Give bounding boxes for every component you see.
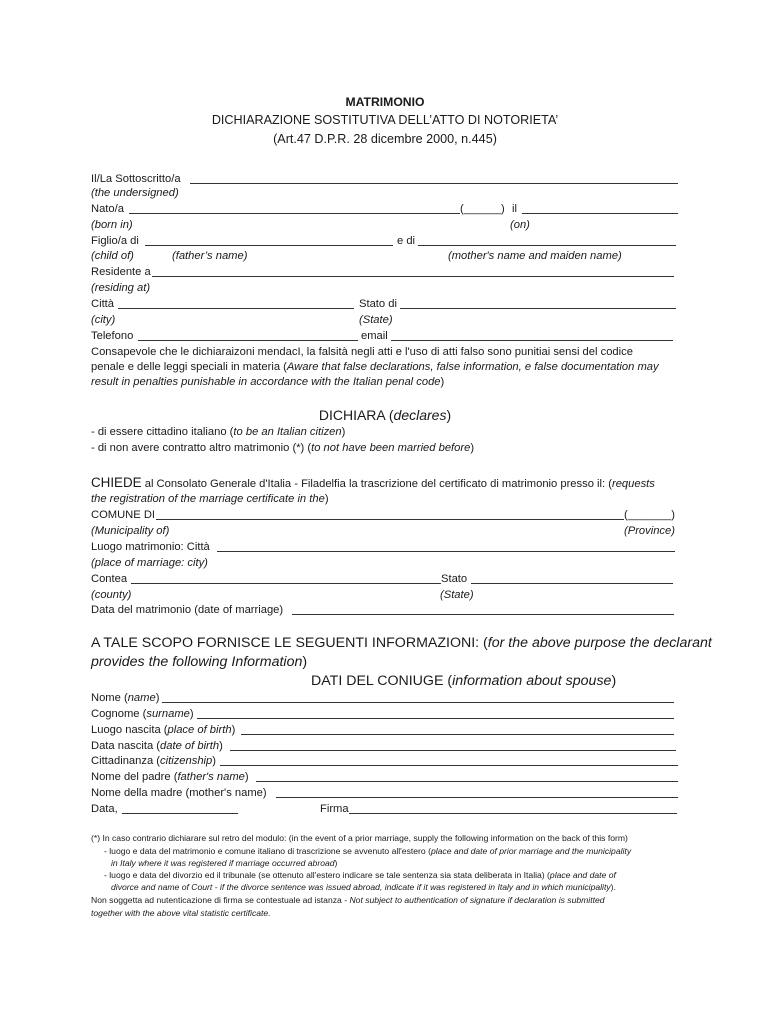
county-label: Contea (91, 573, 128, 585)
spouse-mother-label: Nome della madre (mother's name) (91, 787, 267, 799)
email-label: email (361, 330, 388, 342)
warning-line-2: penale e delle leggi speciali in materia (Aware that false declarations, false information, e false documentation may (91, 361, 659, 373)
spouse-name-label: Nome (name) (91, 692, 160, 704)
spouse-name-field[interactable] (162, 702, 674, 703)
footnote-item-1b: in Italy where it was registered if marriage occurred abroad) (111, 858, 338, 868)
footnote-item-2b: divorce and name of Court - if the divorce sentence was issued abroad, indicate if it was registered in Italy and in which municipality). (111, 882, 616, 892)
warning-line-3: result in penalties punishable in accordance with the Italian penal code) (91, 376, 445, 388)
declares-item-1: - di essere cittadino italiano (to be an Italian citizen) (91, 426, 346, 438)
residence-field[interactable] (152, 276, 674, 277)
signature-label: Firma (320, 803, 349, 815)
born-en: (born in) (91, 219, 133, 231)
birth-date-label: il (512, 203, 517, 215)
comune-field[interactable] (156, 519, 624, 520)
footnote-item-2a: - luogo e data del divorzio ed il tribunale (se ottenuto all'estero indicare se tale sentenza sia stata deliberata in Italia) (place and date of (104, 870, 616, 880)
phone-label: Telefono (91, 330, 134, 342)
warning-line-1: Consapevole che le dichiaraizoni mendacI, la falsità negli atti e l'uso di atti falso sono punitiai sensi del codice (91, 346, 633, 358)
info-heading-line-1: A TALE SCOPO FORNISCE LE SEGUENTI INFORMAZIONI: (for the above purpose the declarant (91, 635, 712, 651)
undersigned-label: Il/La Sottoscritto/a (91, 173, 181, 185)
spouse-father-field[interactable] (256, 781, 678, 782)
county-en: (county) (91, 589, 132, 601)
state-en: (State) (359, 314, 393, 326)
birthplace-field[interactable] (129, 213, 460, 214)
date-field[interactable] (122, 813, 238, 814)
marriage-place-field[interactable] (217, 551, 675, 552)
signature-field[interactable] (349, 813, 677, 814)
marriage-state-field[interactable] (471, 583, 673, 584)
law-reference: (Art.47 D.P.R. 28 dicembre 2000, n.445) (273, 132, 497, 146)
state-label: Stato di (359, 298, 397, 310)
info-heading-line-2: provides the following Information) (91, 654, 308, 670)
email-field[interactable] (391, 340, 673, 341)
born-label: Nato/a (91, 203, 124, 215)
mother-name-field[interactable] (418, 245, 676, 246)
spouse-heading: DATI DEL CONIUGE (information about spouse) (311, 673, 617, 689)
birth-date-field[interactable] (522, 213, 678, 214)
spouse-surname-field[interactable] (197, 718, 674, 719)
mother-name-en: (mother's name and maiden name) (448, 250, 622, 262)
footnote-final-b: together with the above vital statistic certificate. (91, 908, 271, 918)
spouse-birthplace-field[interactable] (241, 734, 674, 735)
city-en: (city) (91, 314, 116, 326)
comune-province-field[interactable]: (_______) (624, 509, 676, 521)
marriage-place-en: (place of marriage: city) (91, 557, 208, 569)
date-label: Data, (91, 803, 118, 815)
city-field[interactable] (118, 308, 354, 309)
request-line-2: the registration of the marriage certificate in the) (91, 493, 329, 505)
marriage-date-label: Data del matrimonio (date of marriage) (91, 604, 284, 616)
spouse-mother-field[interactable] (276, 797, 678, 798)
spouse-birthdate-field[interactable] (230, 750, 676, 751)
marriage-state-en: (State) (440, 589, 474, 601)
child-of-en: (child of) (91, 250, 134, 262)
spouse-citizenship-label: Cittadinanza (citizenship) (91, 755, 216, 767)
father-name-en: (father’s name) (172, 250, 248, 262)
on-en: (on) (510, 219, 530, 231)
residence-en: (residing at) (91, 282, 151, 294)
footnote-line-1: (*) In caso contrario dichiarare sul retro del modulo: (in the event of a prior marriage, supply the following information on the back of this form) (91, 833, 628, 843)
marriage-place-label: Luogo matrimonio: Città (91, 541, 210, 553)
province-en: (Province) (624, 525, 675, 537)
spouse-father-label: Nome del padre (father's name) (91, 771, 249, 783)
marriage-date-field[interactable] (292, 614, 674, 615)
form-title: MATRIMONIO (345, 95, 425, 109)
spouse-citizenship-field[interactable] (220, 765, 678, 766)
residence-label: Residente a (91, 266, 151, 278)
undersigned-en: (the undersigned) (91, 187, 179, 199)
father-name-field[interactable] (145, 245, 393, 246)
state-field[interactable] (400, 308, 676, 309)
spouse-surname-label: Cognome (surname) (91, 708, 194, 720)
footnote-item-1a: - luogo e data del matrimonio e comune italiano di trascrizione se avvenuto all'estero (place and date of prior marriage and the municipality (104, 846, 632, 856)
phone-field[interactable] (138, 340, 358, 341)
marriage-state-label: Stato (441, 573, 468, 585)
form-subtitle: DICHIARAZIONE SOSTITUTIVA DELL’ATTO DI NOTORIETA’ (211, 113, 559, 127)
undersigned-field[interactable] (190, 183, 678, 184)
request-line-1: CHIEDE al Consolato Generale d'Italia - Filadelfia la trascrizione del certificato di matrimonio presso il: (requests (91, 475, 655, 490)
comune-label: COMUNE DI (91, 509, 156, 521)
spouse-birthdate-label: Data nascita (date of birth) (91, 740, 223, 752)
spouse-birthplace-label: Luogo nascita (place of birth) (91, 724, 236, 736)
birth-province-field[interactable]: (______) (460, 203, 505, 215)
declares-heading: DICHIARA (declares) (318, 407, 452, 423)
city-label: Città (91, 298, 115, 310)
county-field[interactable] (131, 583, 441, 584)
and-of-label: e di (397, 235, 416, 247)
child-of-label: Figlio/a di (91, 235, 139, 247)
municipality-en: (Municipality of) (91, 525, 170, 537)
declares-item-2: - di non avere contratto altro matrimonio (*) (to not have been married before) (91, 442, 475, 454)
footnote-final-a: Non soggetta ad nutenticazione di firma se contestuale ad istanza - Not subject to authentication of signature if declaration is submitted (91, 895, 605, 905)
